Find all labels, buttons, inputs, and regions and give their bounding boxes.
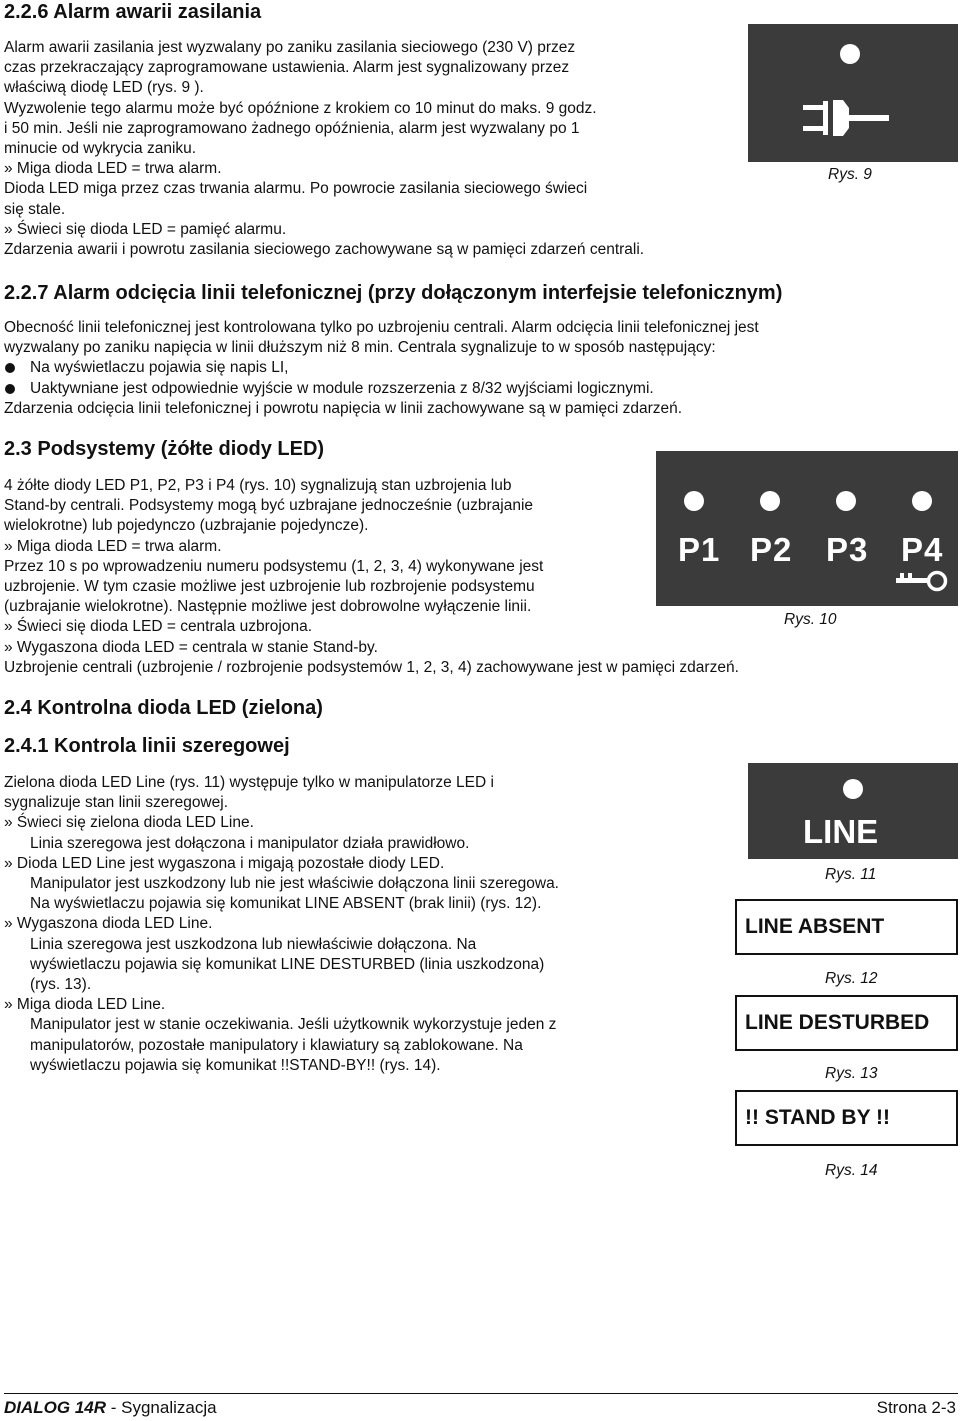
paragraph-line: Uzbrojenie centrali (uzbrojenie / rozbrojenie podsystemów 1, 2, 3, 4) zachowywane jest w pamięci zdarzeń. [4,658,739,676]
paragraph-line: wyświetlaczu pojawia się komunikat !!STAND-BY!! (rys. 14). [30,1056,441,1074]
section-body-2-4-1 [4,773,724,1076]
lcd-message: LINE ABSENT [745,915,885,938]
figure-12-lcd-display [735,899,958,955]
figure-13-lcd-display [735,995,958,1051]
footer-section: - Sygnalizacja [106,1398,217,1417]
section-heading-2-2-7: 2.2.7 Alarm odcięcia linii telefonicznej (przy dołączonym interfejsie telefonicznym) [4,282,783,304]
paragraph-line: Alarm awarii zasilania jest wyzwalany po zaniku zasilania sieciowego (230 V) przez [4,39,576,56]
paragraph-line: » Świeci się dioda LED = pamięć alarmu. [4,220,287,238]
paragraph-line: » Dioda LED Line jest wygaszona i migają pozostałe diody LED. [4,854,445,872]
paragraph-line: » Wygaszona dioda LED Line. [4,915,213,933]
footer-divider [4,1393,958,1394]
paragraph-line: uzbrojenie. W tym czasie możliwe jest uzbrojenie lub rozbrojenie podsystemu [4,578,535,596]
power-plug-icon [803,96,893,140]
figure-10-caption: Rys. 10 [784,611,837,628]
footer-title [4,1398,217,1418]
paragraph-line: Linia szeregowa jest dołączona i manipulator działa prawidłowo. [30,834,470,852]
partition-label-p3: P3 [826,531,869,568]
section-body-2-2-7 [4,318,954,419]
lcd-message: LINE DESTURBED [745,1011,930,1034]
paragraph-line: » Świeci się dioda LED = centrala uzbrojona. [4,618,313,636]
section-heading-2-4: 2.4 Kontrolna dioda LED (zielona) [4,697,323,719]
key-icon [894,569,950,593]
paragraph-line: sygnalizuje stan linii szeregowej. [4,794,229,812]
lcd-message: !! STAND BY !! [745,1106,891,1129]
paragraph-line: » Miga dioda LED = trwa alarm. [4,537,222,555]
paragraph-line: Manipulator jest uszkodzony lub nie jest właściwie dołączona linii szeregowa. [30,875,559,893]
bullet-item: Na wyświetlaczu pojawia się napis LI, [4,358,954,378]
paragraph-line: minucie od wykrycia zaniku. [4,140,197,158]
paragraph-line: Zdarzenia awarii i powrotu zasilania sieciowego zachowywane są w pamięci zdarzeń centrali. [4,241,645,259]
paragraph-line: Zdarzenia odcięcia linii telefonicznej i powrotu napięcia w linii zachowywane są w pamięci zdarzeń. [4,399,683,417]
paragraph-line: manipulatorów, pozostałe manipulatory i klawiatury są zablokowane. Na [30,1036,523,1054]
paragraph-line: i 50 min. Jeśli nie zaprogramowano żadnego opóźnienia, alarm jest wyzwalany po 1 [4,119,580,137]
power-led [840,44,860,64]
partition-led-p1 [684,491,704,511]
figure-10-partition-led-panel [656,451,958,606]
section-heading-2-3: 2.3 Podsystemy (żółte diody LED) [4,438,325,460]
paragraph-line: » Miga dioda LED Line. [4,996,166,1014]
paragraph-line: 4 żółte diody LED P1, P2, P3 i P4 (rys. 10) sygnalizują stan uzbrojenia lub [4,477,512,494]
paragraph-line: wyzwalany po zaniku napięcia w linii dłuższym niż 8 min. Centrala sygnalizuje to w sposób następujący: [4,339,716,357]
paragraph-line: » Miga dioda LED = trwa alarm. [4,160,222,178]
paragraph-line: Wyzwolenie tego alarmu może być opóźnione z krokiem co 10 minut do maks. 9 godz. [4,99,597,117]
paragraph-line: się stale. [4,200,66,218]
paragraph-line: » Wygaszona dioda LED = centrala w stanie Stand-by. [4,638,378,656]
figure-14-lcd-display [735,1090,958,1146]
paragraph-line: Przez 10 s po wprowadzeniu numeru podsystemu (1, 2, 3, 4) wykonywane jest [4,557,544,575]
figure-9-caption: Rys. 9 [828,166,872,183]
figure-12-caption: Rys. 12 [825,970,878,987]
partition-label-p1: P1 [678,531,721,568]
figure-14-caption: Rys. 14 [825,1162,878,1179]
paragraph-line: Manipulator jest w stanie oczekiwania. Jeśli użytkownik wykorzystuje jeden z [30,1016,557,1034]
line-label: LINE [803,813,879,850]
section-body-2-2-6 [4,38,744,260]
paragraph-line: » Świeci się zielona dioda LED Line. [4,814,254,832]
paragraph-line: czas przekraczający zaprogramowane ustawienia. Alarm jest sygnalizowany przez [4,59,570,77]
bullet-item: Uaktywniane jest odpowiednie wyjście w module rozszerzenia z 8/32 wyjściami logicznymi. [4,379,954,399]
section-heading-2-2-6: 2.2.6 Alarm awarii zasilania [4,1,262,23]
paragraph-line: Stand-by centrali. Podsystemy mogą być uzbrajane jednocześnie (uzbrajanie [4,497,534,515]
line-led [843,779,863,799]
paragraph-line: Zielona dioda LED Line (rys. 11) występuje tylko w manipulatorze LED i [4,774,494,791]
partition-led-p3 [836,491,856,511]
paragraph-line: Obecność linii telefonicznej jest kontrolowana tylko po uzbrojeniu centrali. Alarm odcięcia linii telefonicznej jest [4,319,759,336]
paragraph-line: Linia szeregowa jest uszkodzona lub niewłaściwie dołączona. Na [30,935,477,953]
paragraph-line: (rys. 13). [30,976,92,994]
paragraph-line: (uzbrajanie wielokrotne). Następnie możliwe jest dobrowolne wyłączenie linii. [4,598,532,616]
paragraph-line: Dioda LED miga przez czas trwania alarmu. Po powrocie zasilania sieciowego świeci [4,180,588,198]
figure-9-power-led-panel [748,24,958,162]
section-subheading-2-4-1: 2.4.1 Kontrola linii szeregowej [4,735,290,757]
footer-page-number: Strona 2-3 [876,1398,956,1417]
figure-11-caption: Rys. 11 [825,866,877,883]
figure-13-caption: Rys. 13 [825,1065,878,1082]
partition-led-p4 [912,491,932,511]
footer-product: DIALOG 14R [4,1398,107,1417]
paragraph-line: wielokrotne) lub pojedynczo (uzbrajanie pojedyncze). [4,517,369,535]
figure-11-line-led-panel [748,763,958,859]
partition-label-p4: P4 [901,531,944,568]
paragraph-line: Na wyświetlaczu pojawia się komunikat LINE ABSENT (brak linii) (rys. 12). [30,895,542,913]
paragraph-line: właściwą diodę LED (rys. 9 ). [4,79,204,97]
partition-led-p2 [760,491,780,511]
paragraph-line: wyświetlaczu pojawia się komunikat LINE DESTURBED (linia uszkodzona) [30,955,545,973]
partition-label-p2: P2 [750,531,793,568]
